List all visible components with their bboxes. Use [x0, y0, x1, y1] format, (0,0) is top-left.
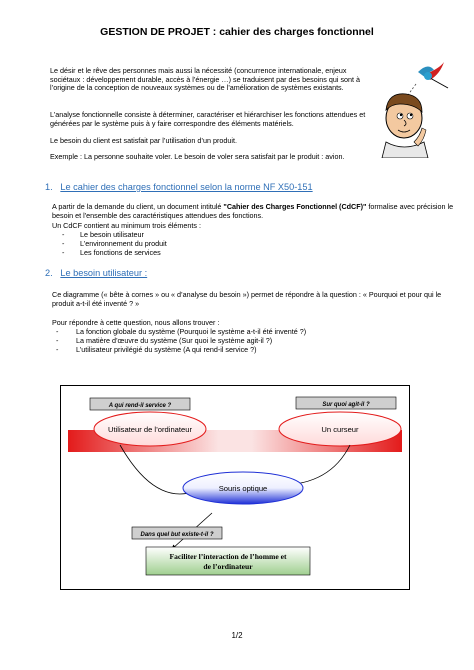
section-1-number: 1.: [45, 182, 53, 192]
intro-paragraph-4: Exemple : La personne souhaite voler. Le besoin de voler sera satisfait par le produit : avion.: [50, 152, 345, 161]
section-1-list: [62, 231, 167, 257]
list-item: - L’utilisateur privilégié du système (A qui rend-il service ?): [56, 344, 257, 354]
section-2-paragraph-1: Ce diagramme (« bête à cornes » ou « d’analyse du besoin ») permet de répondre à la question : « Pourquoi et pour qui le produit a-t-il été inventé ? »: [52, 290, 442, 308]
cdcf-bold-term: "Cahier des Charges Fonctionnel (CdCF)": [223, 202, 367, 211]
section-2-title: Le besoin utilisateur :: [60, 268, 148, 278]
section-1-paragraph: A partir de la demande du client, un document intitulé "Cahier des Charges Fonctionnel (CdCF)" formalise avec précision le besoin et l'ensemble des caractéristiques attendues des fonctions.: [52, 202, 454, 220]
section-2-list: [56, 328, 306, 354]
section-2-number: 2.: [45, 268, 53, 278]
section-1-heading: [45, 182, 313, 192]
product-label: Souris optique: [218, 484, 268, 493]
section-2-heading: [45, 268, 147, 278]
intro-paragraph-2: L’analyse fonctionnelle consiste à déterminer, caractériser et hiérarchiser les fonctions attendues et générées par le système puis à y faire correspondre des éléments matériels.: [50, 110, 366, 128]
list-item: - Les fonctions de services: [62, 247, 161, 257]
person-head-icon: [386, 94, 422, 138]
section-1-title: Le cahier des charges fonctionnel selon la norme NF X50-151: [60, 182, 313, 192]
function-line-1: Faciliter l’interaction de l’homme et: [169, 552, 287, 561]
question-but-text: Dans quel but existe-t-il ?: [140, 532, 214, 538]
section-2-paragraph-2: Pour répondre à cette question, nous allons trouver :: [52, 318, 220, 327]
user-label: Utilisateur de l’ordinateur: [108, 425, 192, 434]
object-label: Un curseur: [321, 425, 359, 434]
hummingbird-icon: [418, 62, 448, 88]
list-item: - L’environnement du produit: [62, 238, 167, 248]
list-item: - La fonction globale du système (Pourquoi le système a-t-il été inventé ?): [56, 327, 307, 336]
list-item: - La matière d’œuvre du système (Sur quoi le système agit-il ?): [56, 335, 273, 345]
section-1-intro: Un CdCF contient au minimum trois éléments :: [52, 221, 201, 230]
question-agit-text: Sur quoi agit-il ?: [322, 402, 370, 408]
list-item: - Le besoin utilisateur: [62, 230, 144, 239]
intro-paragraph-3: Le besoin du client est satisfait par l’utilisation d’un produit.: [50, 136, 237, 145]
bete-a-cornes-diagram: [60, 385, 410, 590]
function-line-2: de l’ordinateur: [203, 562, 253, 571]
question-service-text: A qui rend-il service ?: [108, 403, 172, 409]
page-title: GESTION DE PROJET : cahier des charges fonctionnel: [100, 26, 374, 38]
page-number: 1/2: [231, 631, 243, 640]
intro-paragraph-1: Le désir et le rêve des personnes mais aussi la nécessité (concurrence internationale, enjeux sociétaux : développement durable, accès à l’énergie …) se traduisent par des besoins qui sont à l’origine de la conception de nouveaux systèmes ou de l’amélioration de systèmes existants.: [50, 66, 361, 93]
